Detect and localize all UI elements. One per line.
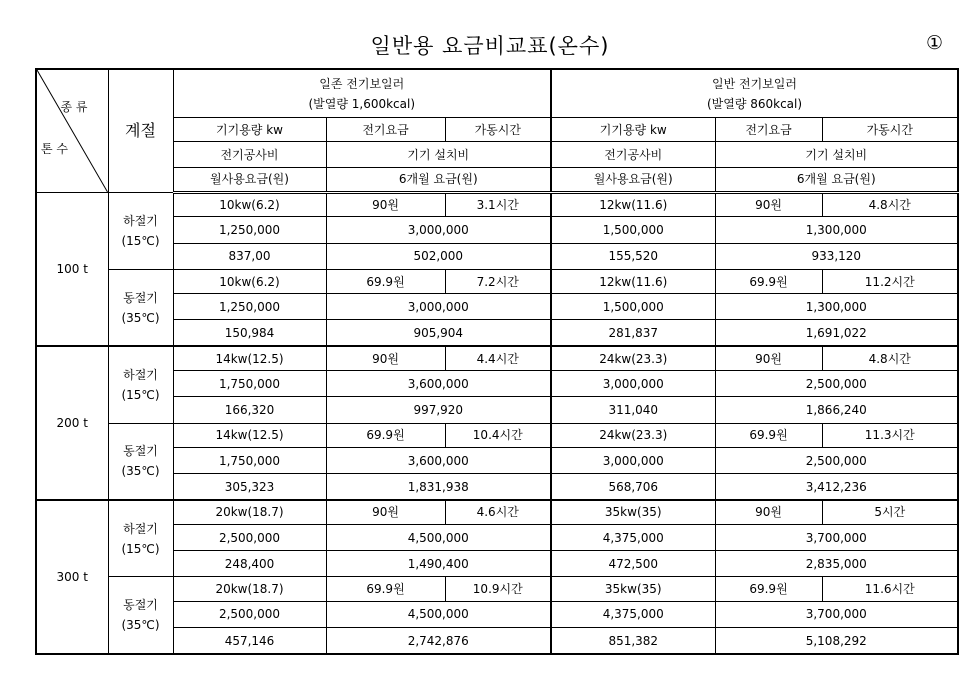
tonnage-label: 200 t [36,346,108,500]
fee-value: 69.9원 [326,269,445,293]
season-cell [108,423,173,500]
header-install-2: 기기 설치비 [715,142,958,167]
install-value: 3,600,000 [326,371,551,397]
monthly-value: 150,984 [173,320,326,346]
install-value: 2,500,000 [715,447,958,473]
construction-value: 4,375,000 [551,524,715,550]
header-monthly-2: 월사용요금(원) [551,167,715,192]
six-month-value: 1,866,240 [715,397,958,423]
capacity-value: 24kw(23.3) [551,346,715,370]
monthly-value: 155,520 [551,243,715,269]
tonnage-label: 100 t [36,192,108,346]
construction-value: 1,250,000 [173,294,326,320]
fee-value: 69.9원 [326,423,445,447]
group-header-1 [173,69,551,118]
install-value: 3,700,000 [715,524,958,550]
monthly-value: 851,382 [551,628,715,654]
capacity-value: 14kw(12.5) [173,423,326,447]
hours-value: 11.2시간 [822,269,958,293]
construction-value: 1,750,000 [173,371,326,397]
group-1-output: (발열량 1,600kcal) [308,96,416,111]
table-row [36,243,958,269]
fee-value: 90원 [715,192,822,216]
header-hours-1: 가동시간 [445,118,551,142]
header-six-month-1: 6개월 요금(원) [326,167,551,192]
group-2-output: (발열량 860kcal) [706,96,803,111]
six-month-value: 933,120 [715,243,958,269]
table-row [36,500,958,524]
six-month-value: 2,742,876 [326,628,551,654]
install-value: 3,000,000 [326,217,551,243]
season-cell [108,577,173,654]
hours-value: 3.1시간 [445,192,551,216]
hours-value: 4.8시간 [822,192,958,216]
install-value: 4,500,000 [326,601,551,627]
hours-value: 4.4시간 [445,346,551,370]
season-temp: (35℃) [121,464,160,479]
construction-value: 3,000,000 [551,371,715,397]
season-name: 동절기 [123,598,158,613]
season-name: 동절기 [123,290,158,305]
header-elec-fee-2: 전기요금 [715,118,822,142]
season-cell [108,346,173,423]
hours-value: 5시간 [822,500,958,524]
construction-value: 1,500,000 [551,294,715,320]
six-month-value: 502,000 [326,243,551,269]
header-capacity-2: 기기용량 kw [551,118,715,142]
header-hours-2: 가동시간 [822,118,958,142]
hours-value: 4.8시간 [822,346,958,370]
header-six-month-2: 6개월 요금(원) [715,167,958,192]
fee-value: 90원 [326,346,445,370]
table-row [36,447,958,473]
table-row [36,397,958,423]
install-value: 2,500,000 [715,371,958,397]
corner-tonnage-label: 톤 수 [41,142,68,156]
corner-cell [36,69,108,192]
fee-value: 90원 [326,500,445,524]
season-temp: (35℃) [121,310,160,325]
construction-value: 1,500,000 [551,217,715,243]
capacity-value: 10kw(6.2) [173,192,326,216]
monthly-value: 281,837 [551,320,715,346]
table-row [36,577,958,601]
monthly-value: 311,040 [551,397,715,423]
monthly-value: 457,146 [173,628,326,654]
season-cell [108,192,173,269]
season-cell [108,500,173,577]
capacity-value: 12kw(11.6) [551,269,715,293]
season-temp: (15℃) [121,541,160,556]
hours-value: 4.6시간 [445,500,551,524]
six-month-value: 1,831,938 [326,474,551,500]
install-value: 1,300,000 [715,294,958,320]
table-row [36,601,958,627]
table-row [36,474,958,500]
fee-value: 90원 [715,346,822,370]
six-month-value: 2,835,000 [715,551,958,577]
season-temp: (35℃) [121,618,160,633]
fee-value: 69.9원 [715,577,822,601]
hours-value: 7.2시간 [445,269,551,293]
corner-diagonal [37,70,108,192]
header-elec-fee-1: 전기요금 [326,118,445,142]
group-header-2 [551,69,958,118]
capacity-value: 35kw(35) [551,500,715,524]
page-title: 일반용 요금비교표(온수) [370,34,610,58]
header-monthly-1: 월사용요금(원) [173,167,326,192]
six-month-value: 905,904 [326,320,551,346]
capacity-value: 12kw(11.6) [551,192,715,216]
construction-value: 2,500,000 [173,601,326,627]
six-month-value: 3,412,236 [715,474,958,500]
six-month-value: 1,490,400 [326,551,551,577]
construction-value: 2,500,000 [173,524,326,550]
table-row [36,320,958,346]
fee-value: 90원 [715,500,822,524]
fee-value: 69.9원 [326,577,445,601]
header-construction-1: 전기공사비 [173,142,326,167]
season-name: 하절기 [123,213,158,228]
corner-type-label: 종 류 [60,100,88,114]
header-construction-2: 전기공사비 [551,142,715,167]
install-value: 1,300,000 [715,217,958,243]
fee-value: 69.9원 [715,423,822,447]
group-2-name: 일반 전기보일러 [712,76,797,91]
rate-comparison-table [35,68,959,655]
table-row [36,294,958,320]
monthly-value: 248,400 [173,551,326,577]
six-month-value: 5,108,292 [715,628,958,654]
season-name: 하절기 [123,521,158,536]
capacity-value: 24kw(23.3) [551,423,715,447]
install-value: 3,600,000 [326,447,551,473]
header-install-1: 기기 설치비 [326,142,551,167]
table-row [36,371,958,397]
install-value: 3,700,000 [715,601,958,627]
table-row [36,346,958,370]
hours-value: 11.6시간 [822,577,958,601]
construction-value: 4,375,000 [551,601,715,627]
tonnage-label: 300 t [36,500,108,654]
season-temp: (15℃) [121,233,160,248]
table-row [36,192,958,216]
season-cell [108,269,173,346]
hours-value: 10.4시간 [445,423,551,447]
construction-value: 1,750,000 [173,447,326,473]
capacity-value: 14kw(12.5) [173,346,326,370]
install-value: 3,000,000 [326,294,551,320]
monthly-value: 166,320 [173,397,326,423]
monthly-value: 837,00 [173,243,326,269]
six-month-value: 1,691,022 [715,320,958,346]
season-name: 동절기 [123,444,158,459]
construction-value: 3,000,000 [551,447,715,473]
table-row [36,551,958,577]
page-number: ① [926,32,944,54]
construction-value: 1,250,000 [173,217,326,243]
fee-value: 69.9원 [715,269,822,293]
fee-value: 90원 [326,192,445,216]
season-temp: (15℃) [121,387,160,402]
season-header: 계절 [108,69,173,192]
hours-value: 10.9시간 [445,577,551,601]
capacity-value: 35kw(35) [551,577,715,601]
table-row [36,524,958,550]
monthly-value: 568,706 [551,474,715,500]
capacity-value: 10kw(6.2) [173,269,326,293]
table-row [36,628,958,654]
capacity-value: 20kw(18.7) [173,500,326,524]
monthly-value: 472,500 [551,551,715,577]
table-row [36,423,958,447]
table-row [36,217,958,243]
season-name: 하절기 [123,367,158,382]
hours-value: 11.3시간 [822,423,958,447]
six-month-value: 997,920 [326,397,551,423]
monthly-value: 305,323 [173,474,326,500]
header-capacity-1: 기기용량 kw [173,118,326,142]
install-value: 4,500,000 [326,524,551,550]
group-1-name: 일존 전기보일러 [319,76,405,91]
capacity-value: 20kw(18.7) [173,577,326,601]
table-row [36,269,958,293]
